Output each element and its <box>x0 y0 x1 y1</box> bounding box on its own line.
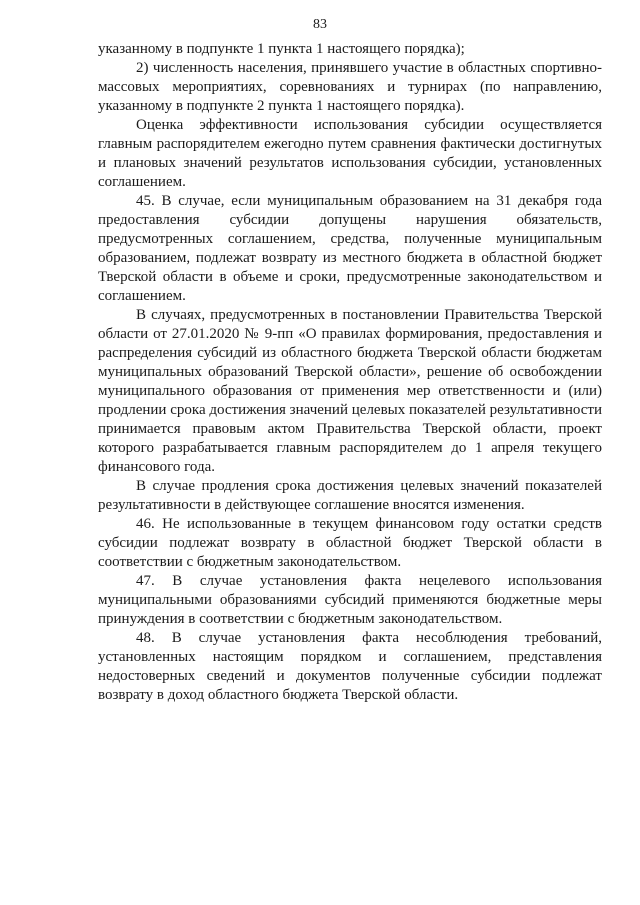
document-body <box>98 40 602 705</box>
paragraph-exemption-cases: В случаях, предусмотренных в постановлении Правительства Тверской области от 27.01.2020 № 9-пп «О правилах формирования, предоставления и распределения субсидий из областного бюджета Тверской области бюджетам муниципальных образований Тверской области», решение об освобождении муниципального образования от применения мер ответственности и (или) продлении срока достижения значений целевых показателей результативности принимается правовым актом Правительства Тверской области, проект которого разрабатывается главным распорядителем до 1 апреля текущего финансового года. <box>98 307 602 475</box>
paragraph-clause-45: 45. В случае, если муниципальным образованием на 31 декабря года предоставления субсидии допущены нарушения обязательств, предусмотренных соглашением, средства, полученные муниципальным образованием, подлежат возврату из местного бюджета в областной бюджет Тверской области в объеме и сроки, предусмотренные законодательством и соглашением. <box>98 193 602 304</box>
paragraph-clause-48: 48. В случае установления факта несоблюдения требований, установленных настоящим порядком и соглашением, представления недостоверных сведений и документов полученные субсидии подлежат возврату в доход областного бюджета Тверской области. <box>98 630 602 703</box>
paragraph-continuation: указанному в подпункте 1 пункта 1 настоящего порядка); <box>98 41 465 57</box>
paragraph-clause-47: 47. В случае установления факта нецелевого использования муниципальными образованиями субсидий применяются бюджетные меры принуждения в соответствии с бюджетным законодательством. <box>98 573 602 627</box>
paragraph-item-2: 2) численность населения, принявшего участие в областных спортивно-массовых мероприятиях, соревнованиях и турнирах (по направлению, указанному в подпункте 2 пункта 1 настоящего порядка). <box>98 60 602 114</box>
paragraph-efficiency-assessment: Оценка эффективности использования субсидии осуществляется главным распорядителем ежегодно путем сравнения фактически достигнутых и плановых значений результатов использования субсидии, установленных соглашением. <box>98 117 602 190</box>
paragraph-clause-46: 46. Не использованные в текущем финансовом году остатки средств субсидии подлежат возврату в областной бюджет Тверской области в соответствии с бюджетным законодательством. <box>98 516 602 570</box>
page-number: 83 <box>313 17 327 32</box>
paragraph-term-extension: В случае продления срока достижения целевых значений показателей результативности в действующее соглашение вносятся изменения. <box>98 478 602 513</box>
